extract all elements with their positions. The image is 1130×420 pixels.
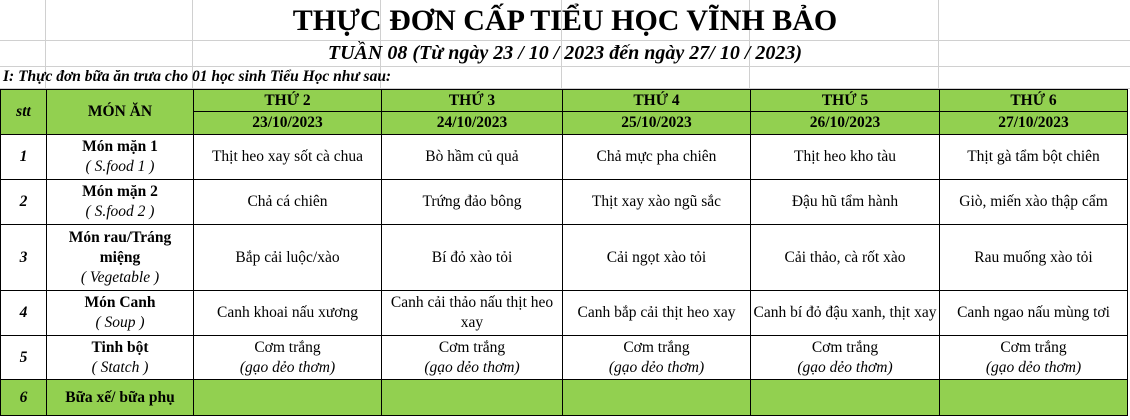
dish-category-english: ( Vegetable ) [80, 268, 160, 286]
header-day-name: THỨ 4 [563, 90, 751, 112]
menu-cell: Thịt heo kho tàu [751, 135, 940, 180]
menu-cell: Rau muống xào tỏi [940, 225, 1128, 291]
dish-category-name: Món rau/Tráng miệng [68, 228, 172, 266]
dish-category-name: Bữa xế/ bữa phụ [47, 380, 194, 416]
section-heading: I: Thực đơn bữa ăn trưa cho 01 học sinh Tiểu Học như sau: [3, 68, 392, 85]
menu-cell-note: (gạo dẻo thơm) [985, 358, 1082, 376]
menu-cell: Bắp cải luộc/xào [194, 225, 382, 291]
menu-cell: Thịt xay xào ngũ sắc [563, 180, 751, 225]
dish-category-name: Món Canh [84, 294, 156, 311]
menu-cell [751, 380, 940, 416]
header-day-date: 27/10/2023 [940, 112, 1128, 135]
row-number: 1 [1, 135, 47, 180]
menu-cell: Cải thảo, cà rốt xào [751, 225, 940, 291]
menu-cell-dish: Cơm trắng [254, 338, 321, 356]
header-day-date: 23/10/2023 [194, 112, 382, 135]
menu-cell: Bò hầm củ quả [382, 135, 563, 180]
menu-cell: Chả cá chiên [194, 180, 382, 225]
row-number: 6 [1, 380, 47, 416]
header-day-name: THỨ 6 [940, 90, 1128, 112]
table-row [1, 380, 1128, 416]
dish-category [47, 336, 194, 380]
dish-category [47, 135, 194, 180]
dish-category-name: Tinh bột [91, 338, 149, 356]
header-day-date: 25/10/2023 [563, 112, 751, 135]
table-row [1, 225, 1128, 291]
menu-cell [563, 336, 751, 380]
header-row-days [1, 90, 1128, 112]
dish-category-name: Món mặn 2 [82, 183, 158, 200]
menu-cell: Trứng đảo bông [382, 180, 563, 225]
menu-cell-dish: Cơm trắng [623, 338, 690, 356]
menu-cell: Thịt heo xay sốt cà chua [194, 135, 382, 180]
menu-cell: Bí đỏ xào tỏi [382, 225, 563, 291]
page-title: THỰC ĐƠN CẤP TIỂU HỌC VĨNH BẢO [292, 4, 838, 37]
menu-cell: Canh bí đỏ đậu xanh, thịt xay [751, 291, 940, 336]
menu-cell: Canh khoai nấu xương [194, 291, 382, 336]
dish-category-name: Món mặn 1 [82, 138, 158, 155]
menu-cell: Chả mực pha chiên [563, 135, 751, 180]
row-number: 3 [1, 225, 47, 291]
menu-cell: Canh cải thảo nấu thịt heo xay [382, 291, 563, 336]
menu-cell [563, 380, 751, 416]
menu-cell-note: (gạo dẻo thơm) [239, 358, 336, 376]
header-stt: stt [1, 90, 47, 135]
menu-table [0, 89, 1128, 416]
menu-cell-dish: Cơm trắng [811, 338, 879, 356]
menu-cell [194, 336, 382, 380]
row-number: 5 [1, 336, 47, 380]
dish-category [47, 180, 194, 225]
menu-cell: Canh bắp cải thịt heo xay [563, 291, 751, 336]
dish-category-english: ( Statch ) [91, 358, 149, 376]
table-row [1, 180, 1128, 225]
menu-cell-dish: Cơm trắng [438, 338, 506, 356]
table-row [1, 135, 1128, 180]
menu-cell: Thịt gà tẩm bột chiên [940, 135, 1128, 180]
menu-cell [940, 380, 1128, 416]
menu-cell: Canh ngao nấu mùng tơi [940, 291, 1128, 336]
table-row [1, 336, 1128, 380]
menu-cell-note: (gạo dẻo thơm) [424, 358, 520, 376]
header-day-date: 24/10/2023 [382, 112, 563, 135]
menu-cell-note: (gạo dẻo thơm) [608, 358, 705, 376]
menu-cell-note: (gạo dẻo thơm) [797, 358, 893, 376]
menu-cell: Đậu hũ tẩm hành [751, 180, 940, 225]
menu-cell [751, 336, 940, 380]
header-mon-an: MÓN ĂN [47, 90, 194, 135]
table-row [1, 291, 1128, 336]
row-number: 2 [1, 180, 47, 225]
menu-cell: Giò, miến xào thập cẩm [940, 180, 1128, 225]
menu-cell [382, 380, 563, 416]
dish-category [47, 291, 194, 336]
header-day-date: 26/10/2023 [751, 112, 940, 135]
row-number: 4 [1, 291, 47, 336]
dish-category-english: ( S.food 1 ) [85, 158, 155, 175]
dish-category-english: ( S.food 2 ) [85, 203, 155, 220]
header-day-name: THỨ 5 [751, 90, 940, 112]
menu-cell [940, 336, 1128, 380]
week-subtitle: TUẦN 08 (Từ ngày 23 / 10 / 2023 đến ngày 27/ 10 / 2023) [327, 42, 803, 64]
menu-cell [194, 380, 382, 416]
menu-cell [382, 336, 563, 380]
header-day-name: THỨ 3 [382, 90, 563, 112]
dish-category-english: ( Soup ) [95, 314, 145, 331]
header-day-name: THỨ 2 [194, 90, 382, 112]
dish-category [47, 225, 194, 291]
menu-cell: Cải ngọt xào tỏi [563, 225, 751, 291]
menu-cell-dish: Cơm trắng [1000, 338, 1067, 356]
